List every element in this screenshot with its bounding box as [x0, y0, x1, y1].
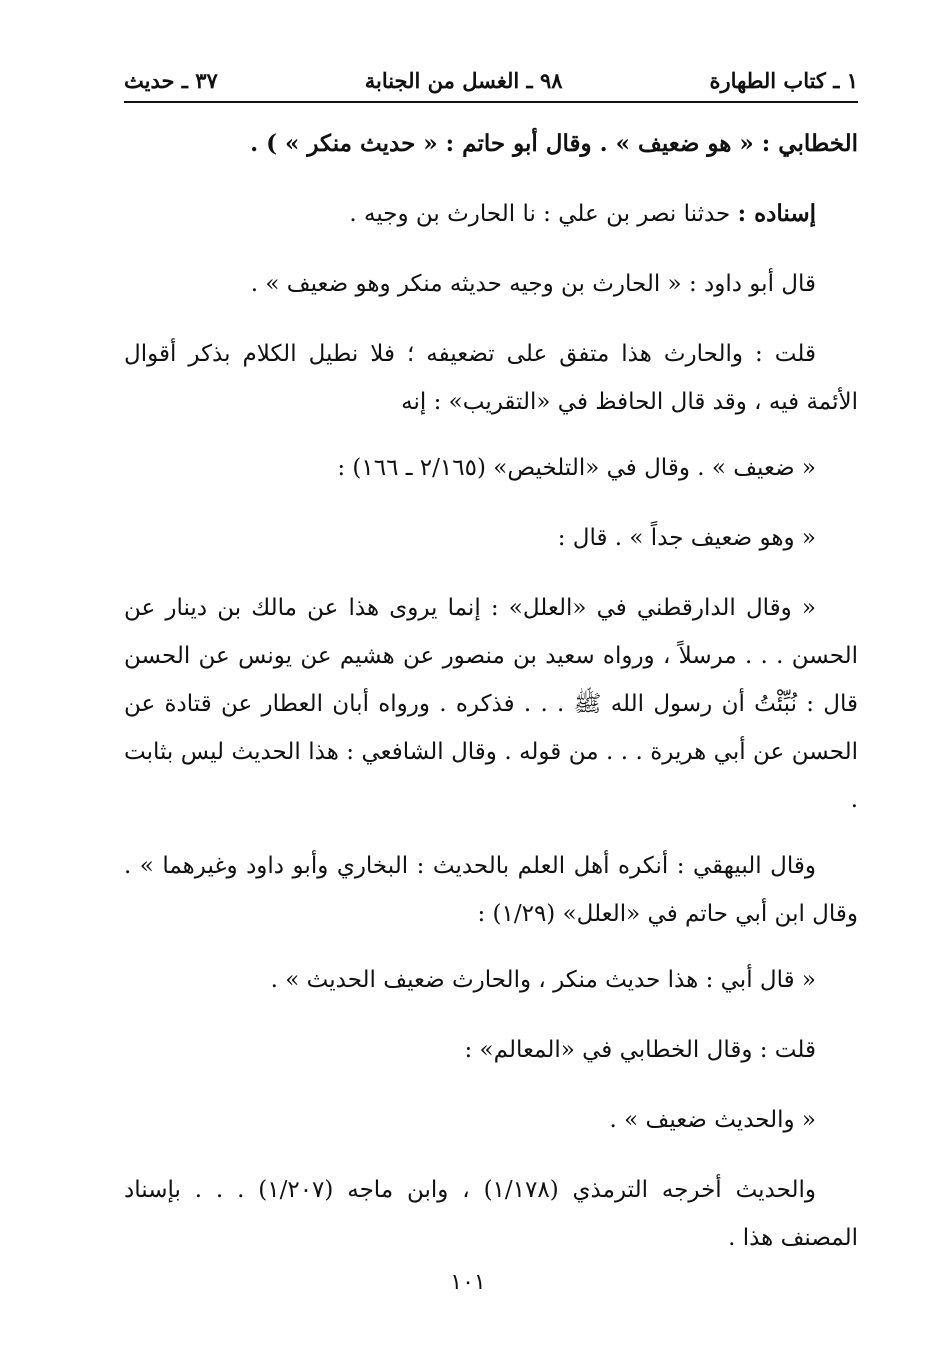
paragraph-11-text: « والحديث ضعيف » .	[609, 1107, 816, 1133]
page-number: ١٠١	[450, 1270, 486, 1295]
isnad-text: حدثنا نصر بن علي : نا الحارث بن وجيه .	[349, 201, 738, 227]
paragraph-12-text: والحديث أخرجه الترمذي (١/١٧٨) ، وابن ماجه (١/٢٠٧) . . . بإسناد المصنف هذا .	[124, 1177, 858, 1251]
paragraph-5	[124, 444, 858, 492]
paragraph-7	[124, 584, 858, 824]
paragraph-8-text: وقال البيهقي : أنكره أهل العلم بالحديث : البخاري وأبو داود وغيرهما » . وقال ابن أبي حاتم في «العلل» (١/٢٩) :	[124, 853, 858, 927]
paragraph-6-text: « وهو ضعيف جداً » . قال :	[557, 525, 816, 551]
paragraph-3-text: قال أبو داود : « الحارث بن وجيه حديثه منكر وهو ضعيف » .	[250, 271, 816, 297]
paragraph-10-text: قلت : وقال الخطابي في «المعالم» :	[464, 1037, 816, 1063]
paragraph-isnad	[124, 190, 858, 238]
paragraph-5-text: « ضعيف » . وقال في «التلخيص» (٢/١٦٥ ـ ١٦٦) :	[337, 455, 816, 481]
paragraph-4	[124, 330, 858, 426]
paragraph-9-text: « قال أبي : هذا حديث منكر ، والحارث ضعيف الحديث » .	[270, 967, 816, 993]
paragraph-12	[124, 1166, 858, 1262]
paragraph-6	[124, 514, 858, 562]
paragraph-1	[124, 120, 858, 168]
paragraph-7-text: « وقال الدارقطني في «العلل» : إنما يروى هذا عن مالك بن دينار عن الحسن . . . مرسلاً ، ورواه سعيد بن منصور عن هشيم عن يونس عن الحسن قال : نُبِّئْتُ أن رسول الله ﷺ . . . فذكره . ورواه أبان العطار عن قتادة عن الحسن عن أبي هريرة . . . من قوله . وقال الشافعي : هذا الحديث ليس بثابت .	[124, 595, 858, 813]
header-divider	[124, 101, 858, 103]
paragraph-9	[124, 956, 858, 1004]
header-chapter-title: ٩٨ ـ الغسل من الجنابة	[364, 67, 563, 93]
paragraph-1-bold: الخطابي : « هو ضعيف » . وقال أبو حاتم : « حديث منكر » ) .	[250, 130, 858, 157]
paragraph-3	[124, 260, 858, 308]
isnad-label: إسناده :	[737, 200, 816, 227]
paragraph-11	[124, 1096, 858, 1144]
paragraph-4-text: قلت : والحارث هذا متفق على تضعيفه ؛ فلا نطيل الكلام بذكر أقوال الأئمة فيه ، وقد قال الحافظ في «التقريب» : إنه	[124, 341, 858, 415]
paragraph-10	[124, 1026, 858, 1074]
paragraph-8	[124, 842, 858, 938]
header-hadith-number: ٣٧ ـ حديث	[124, 67, 218, 93]
main-text	[124, 120, 858, 1280]
running-header	[124, 62, 858, 98]
header-book-title: ١ ـ كتاب الطهارة	[709, 67, 858, 93]
